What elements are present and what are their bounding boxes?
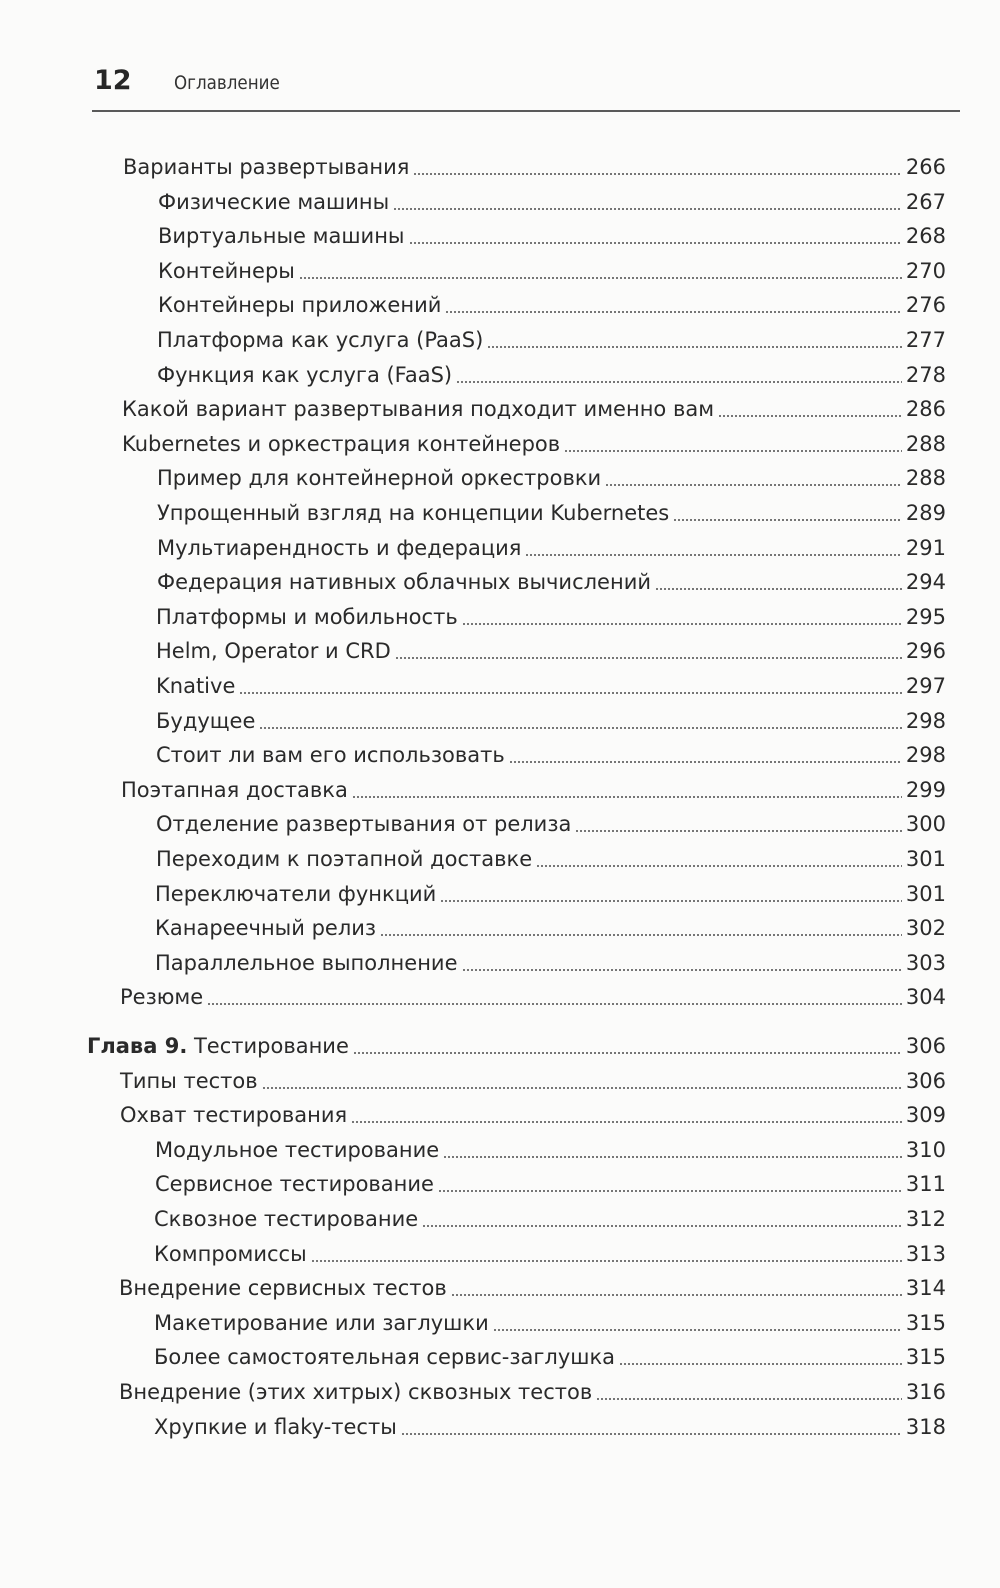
toc-entry-text: Контейнеры приложений bbox=[158, 293, 442, 317]
toc-entry-text: Типы тестов bbox=[120, 1069, 258, 1093]
dot-leader bbox=[351, 1121, 902, 1123]
toc-entry-title bbox=[123, 152, 409, 182]
toc-entry-title bbox=[120, 1100, 347, 1130]
toc-entry-title bbox=[154, 1412, 397, 1442]
toc-entry-title bbox=[158, 187, 389, 217]
toc-entry bbox=[156, 706, 946, 736]
toc-entry-title bbox=[156, 844, 532, 874]
dot-leader bbox=[409, 242, 902, 244]
toc-entry-text: Виртуальные машины bbox=[158, 224, 405, 248]
toc-entry-page: 315 bbox=[905, 1311, 946, 1335]
toc-entry-text: Kubernetes и оркестрация контейнеров bbox=[122, 432, 561, 456]
toc-entry bbox=[156, 809, 946, 839]
toc-entry bbox=[122, 394, 946, 424]
toc-entry-title bbox=[120, 982, 203, 1012]
toc-entry-text: Хрупкие и flaky-тесты bbox=[154, 1415, 397, 1439]
dot-leader bbox=[395, 657, 902, 659]
toc-entry bbox=[157, 325, 946, 355]
toc-entry-title bbox=[156, 636, 391, 666]
toc-chapter-entry bbox=[87, 1031, 946, 1061]
toc-entry-page: 298 bbox=[905, 743, 946, 767]
toc-entry bbox=[156, 844, 946, 874]
toc-entry-page: 288 bbox=[905, 432, 946, 456]
dot-leader bbox=[456, 381, 902, 383]
toc-entry-text: Канареечный релиз bbox=[155, 916, 377, 940]
toc-entry-title bbox=[87, 1031, 349, 1061]
toc-entry bbox=[120, 982, 946, 1012]
toc-entry bbox=[158, 187, 946, 217]
chapter-label: Глава 9. bbox=[87, 1034, 188, 1058]
toc-entry-page: 296 bbox=[905, 639, 946, 663]
toc-entry-title bbox=[156, 809, 571, 839]
toc-entry-page: 295 bbox=[905, 605, 946, 629]
dot-leader bbox=[380, 934, 902, 936]
toc-entry-title bbox=[154, 1239, 307, 1269]
toc-entry-page: 306 bbox=[905, 1069, 946, 1093]
toc-entry-title bbox=[158, 290, 441, 320]
page-header bbox=[92, 60, 960, 112]
toc-entry-title bbox=[154, 1204, 418, 1234]
toc-entry-page: 299 bbox=[905, 778, 946, 802]
toc-entry-text: Федерация нативных облачных вычислений bbox=[157, 570, 651, 594]
toc-entry-page: 300 bbox=[905, 812, 946, 836]
toc-entry bbox=[119, 1377, 946, 1407]
dot-leader bbox=[393, 208, 902, 210]
toc-entry-page: 309 bbox=[905, 1103, 946, 1127]
toc-entry bbox=[158, 221, 946, 251]
toc-entry-text: Переходим к поэтапной доставке bbox=[156, 847, 533, 871]
toc-entry bbox=[156, 636, 946, 666]
toc-entry bbox=[155, 1169, 946, 1199]
toc-entry-text: Отделение развертывания от релиза bbox=[156, 812, 572, 836]
toc-entry-text: Тестирование bbox=[193, 1034, 349, 1058]
toc-entry-title bbox=[157, 533, 521, 563]
toc-entry-text: Резюме bbox=[120, 985, 204, 1009]
toc-entry-text: Внедрение сервисных тестов bbox=[119, 1276, 447, 1300]
toc-entry bbox=[156, 671, 946, 701]
toc-entry-page: 266 bbox=[905, 155, 946, 179]
toc-entry bbox=[155, 1135, 946, 1165]
toc-entry-text: Сервисное тестирование bbox=[155, 1172, 434, 1196]
toc-entry-title bbox=[119, 1377, 592, 1407]
toc-entry-title bbox=[156, 740, 505, 770]
toc-entry-text: Платформа как услуга (PaaS) bbox=[157, 328, 484, 352]
toc-entry-page: 276 bbox=[905, 293, 946, 317]
dot-leader bbox=[451, 1294, 902, 1296]
toc-entry-text: Варианты развертывания bbox=[123, 155, 410, 179]
toc-entry-title bbox=[155, 1135, 439, 1165]
dot-leader bbox=[673, 519, 902, 521]
toc-entry-page: 303 bbox=[905, 951, 946, 975]
toc-entry-page: 297 bbox=[905, 674, 946, 698]
toc-entry bbox=[154, 1412, 946, 1442]
toc-entry-title bbox=[156, 706, 255, 736]
toc-entry-text: Платформы и мобильность bbox=[156, 605, 458, 629]
toc-entry-text: Функция как услуга (FaaS) bbox=[157, 363, 453, 387]
toc-entry-page: 315 bbox=[905, 1345, 946, 1369]
toc-entry-page: 268 bbox=[905, 224, 946, 248]
toc-entry-page: 304 bbox=[905, 985, 946, 1009]
toc-entry bbox=[157, 498, 946, 528]
toc-entry-page: 313 bbox=[905, 1242, 946, 1266]
dot-leader bbox=[536, 865, 902, 867]
dot-leader bbox=[440, 900, 902, 902]
toc-entry-page: 294 bbox=[905, 570, 946, 594]
toc-entry-text: Пример для контейнерной оркестровки bbox=[157, 466, 602, 490]
toc-entry-title bbox=[156, 602, 458, 632]
toc-entry-text: Стоит ли вам его использовать bbox=[156, 743, 505, 767]
dot-leader bbox=[239, 692, 902, 694]
dot-leader bbox=[525, 554, 901, 556]
toc-entry bbox=[154, 1308, 946, 1338]
toc-entry-text: Helm, Operator и CRD bbox=[156, 639, 391, 663]
toc-entry-page: 291 bbox=[905, 536, 946, 560]
toc-entry-text: Поэтапная доставка bbox=[121, 778, 348, 802]
toc-entry bbox=[156, 602, 946, 632]
toc-entry-title bbox=[157, 567, 651, 597]
toc-entry bbox=[123, 152, 946, 182]
toc-entry bbox=[120, 1100, 946, 1130]
toc-entry-title bbox=[122, 394, 714, 424]
toc-entry-title bbox=[154, 1308, 489, 1338]
dot-leader bbox=[443, 1156, 902, 1158]
toc-entry-page: 289 bbox=[905, 501, 946, 525]
toc-entry-text: Внедрение (этих хитрых) сквозных тестов bbox=[119, 1380, 593, 1404]
dot-leader bbox=[311, 1260, 902, 1262]
dot-leader bbox=[438, 1190, 902, 1192]
toc-entry-text: Сквозное тестирование bbox=[154, 1207, 419, 1231]
toc-entry bbox=[120, 1066, 946, 1096]
toc-entry-title bbox=[157, 360, 452, 390]
dot-leader bbox=[445, 311, 902, 313]
toc-entry-text: Какой вариант развертывания подходит именно вам bbox=[122, 397, 715, 421]
toc-entry-page: 302 bbox=[905, 916, 946, 940]
toc-entry-page: 277 bbox=[905, 328, 946, 352]
dot-leader bbox=[353, 1052, 902, 1054]
dot-leader bbox=[462, 969, 902, 971]
toc-entry bbox=[155, 879, 946, 909]
toc-entry-title bbox=[155, 1169, 434, 1199]
toc-entry-text: Мультиарендность и федерация bbox=[157, 536, 522, 560]
toc-entry bbox=[156, 740, 946, 770]
toc-entry bbox=[154, 1239, 946, 1269]
toc-entry-page: 316 bbox=[905, 1380, 946, 1404]
toc-entry bbox=[119, 1273, 946, 1303]
toc-entry-text: Компромиссы bbox=[154, 1242, 307, 1266]
dot-leader bbox=[259, 727, 902, 729]
dot-leader bbox=[422, 1225, 902, 1227]
toc-entry-text: Переключатели функций bbox=[155, 882, 437, 906]
toc-entry-title bbox=[157, 498, 669, 528]
toc-entry-text: Контейнеры bbox=[158, 259, 295, 283]
toc-entry-title bbox=[154, 1342, 615, 1372]
toc-entry-text: Параллельное выполнение bbox=[155, 951, 458, 975]
dot-leader bbox=[596, 1398, 902, 1400]
toc-entry-title bbox=[157, 463, 601, 493]
page-number: 12 bbox=[94, 65, 132, 96]
toc-entry bbox=[154, 1342, 946, 1372]
toc-entry-page: 314 bbox=[905, 1276, 946, 1300]
toc-entry bbox=[122, 429, 946, 459]
dot-leader bbox=[413, 173, 902, 175]
toc-entry-title bbox=[121, 775, 348, 805]
toc-entry-title bbox=[155, 879, 436, 909]
toc-entry bbox=[155, 948, 946, 978]
toc-entry-page: 270 bbox=[905, 259, 946, 283]
toc-entry-page: 301 bbox=[905, 847, 946, 871]
toc-entry-page: 311 bbox=[905, 1172, 946, 1196]
dot-leader bbox=[509, 761, 902, 763]
toc-entry-text: Макетирование или заглушки bbox=[154, 1311, 489, 1335]
dot-leader bbox=[207, 1003, 902, 1005]
dot-leader bbox=[718, 415, 902, 417]
dot-leader bbox=[655, 588, 902, 590]
toc-entry-title bbox=[158, 256, 295, 286]
toc-entry bbox=[157, 360, 946, 390]
toc-entry bbox=[158, 290, 946, 320]
toc-entry-text: Физические машины bbox=[158, 190, 390, 214]
toc-entry-text: Упрощенный взгляд на концепции Kubernetes bbox=[157, 501, 670, 525]
toc-entry-page: 310 bbox=[905, 1138, 946, 1162]
toc-entry-text: Будущее bbox=[156, 709, 256, 733]
dot-leader bbox=[262, 1087, 902, 1089]
toc-entry-page: 312 bbox=[905, 1207, 946, 1231]
toc-entry-page: 298 bbox=[905, 709, 946, 733]
toc-entry bbox=[154, 1204, 946, 1234]
toc-entry-page: 278 bbox=[905, 363, 946, 387]
dot-leader bbox=[352, 796, 902, 798]
toc-entry-title bbox=[122, 429, 560, 459]
dot-leader bbox=[564, 450, 902, 452]
toc-entry-title bbox=[119, 1273, 447, 1303]
toc-entry-page: 318 bbox=[905, 1415, 946, 1439]
dot-leader bbox=[299, 277, 902, 279]
dot-leader bbox=[605, 484, 902, 486]
toc-entry bbox=[157, 463, 946, 493]
dot-leader bbox=[575, 830, 902, 832]
toc-entry-page: 286 bbox=[905, 397, 946, 421]
toc-entry bbox=[158, 256, 946, 286]
toc-entry bbox=[155, 913, 946, 943]
toc-entry-title bbox=[157, 325, 483, 355]
toc-entry-title bbox=[120, 1066, 258, 1096]
running-title: Оглавление bbox=[174, 72, 280, 94]
dot-leader bbox=[462, 623, 902, 625]
toc-entry-text: Модульное тестирование bbox=[155, 1138, 440, 1162]
toc-entry-title bbox=[155, 948, 458, 978]
toc-entry bbox=[121, 775, 946, 805]
dot-leader bbox=[487, 346, 902, 348]
toc-entry-text: Охват тестирования bbox=[120, 1103, 348, 1127]
toc-entry-text: Knative bbox=[156, 674, 236, 698]
toc-entry-text: Более самостоятельная сервис-заглушка bbox=[154, 1345, 616, 1369]
toc-entry-page: 306 bbox=[905, 1034, 946, 1058]
toc-entry-title bbox=[155, 913, 376, 943]
toc-entry bbox=[157, 567, 946, 597]
toc-entry-title bbox=[158, 221, 405, 251]
toc-entry-page: 301 bbox=[905, 882, 946, 906]
toc-entry bbox=[157, 533, 946, 563]
dot-leader bbox=[401, 1433, 902, 1435]
toc-entry-page: 288 bbox=[905, 466, 946, 490]
dot-leader bbox=[493, 1329, 902, 1331]
toc-entry-page: 267 bbox=[905, 190, 946, 214]
toc-entry-title bbox=[156, 671, 235, 701]
dot-leader bbox=[619, 1363, 902, 1365]
